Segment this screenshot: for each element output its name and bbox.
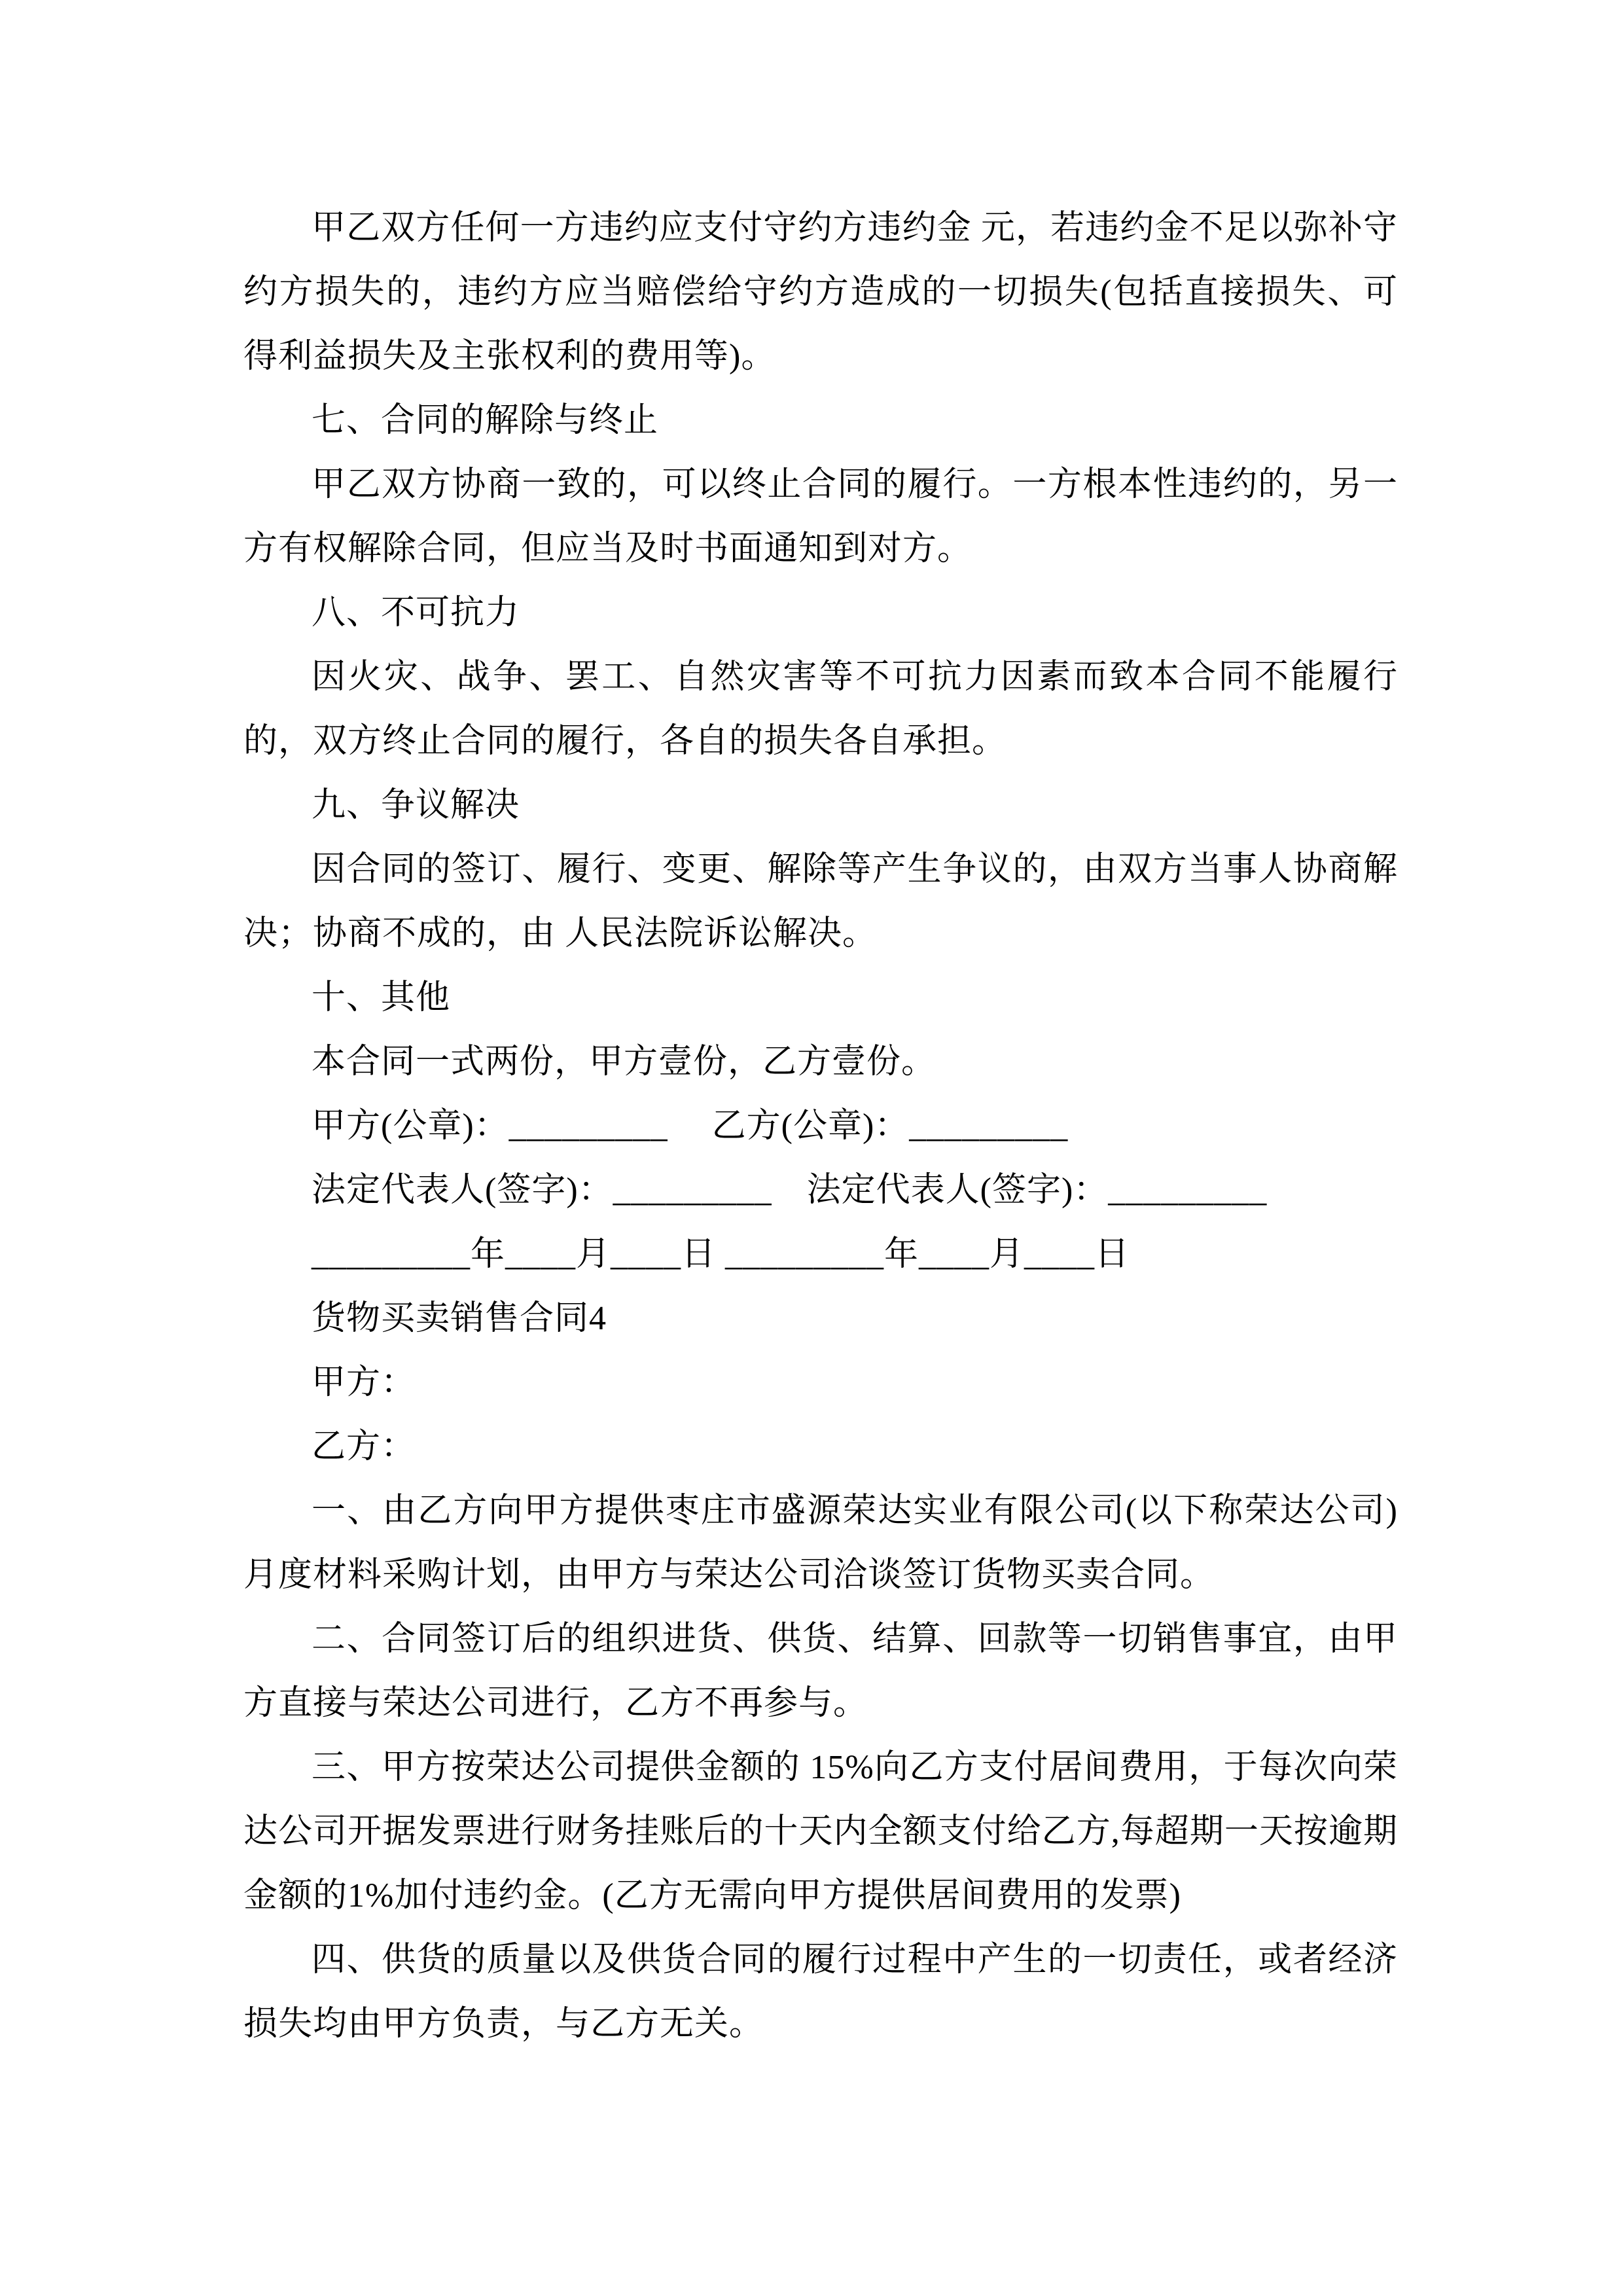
para-copies: 本合同一式两份，甲方壹份，乙方壹份。 [312,1043,936,1081]
line-date: _________年____月____日 _________年____月____日 [312,1236,1130,1273]
title-contract-4: 货物买卖销售合同4 [312,1300,607,1337]
heading-8-force-majeure: 八、不可抗力 [312,594,520,632]
para-breach-penalty: 甲乙双方任何一方违约应支付守约方违约金 元，若违约金不足以弥补守约方损失的，违约方应当赔偿给守约方造成的一切损失(包括直接损失、可得利益损失及主张权利的费用等)。 [243,209,1398,375]
para-force-majeure: 因火灾、战争、罢工、自然灾害等不可抗力因素而致本合同不能履行的，双方终止合同的履行，各自的损失各自承担。 [243,658,1398,760]
line-legal-rep-signature: 法定代表人(签字)：_________ 法定代表人(签字)：_________ [312,1172,1268,1209]
line-party-a: 甲方： [312,1364,416,1401]
line-seal-signature: 甲方(公章)：_________ 乙方(公章)：_________ [312,1107,1069,1145]
para-clause-3: 三、甲方按荣达公司提供金额的 15%向乙方支付居间费用，于每次向荣达公司开据发票进行财务挂账后的十天内全额支付给乙方,每超期一天按逾期金额的1%加付违约金。(乙方无需向甲方提供居间费用的发票) [243,1749,1398,1914]
para-termination: 甲乙双方协商一致的，可以终止合同的履行。一方根本性违约的，另一方有权解除合同，但应当及时书面通知到对方。 [243,466,1398,567]
para-clause-1: 一、由乙方向甲方提供枣庄市盛源荣达实业有限公司(以下称荣达公司)月度材料采购计划，由甲方与荣达公司洽谈签订货物买卖合同。 [243,1492,1398,1594]
para-clause-4: 四、供货的质量以及供货合同的履行过程中产生的一切责任，或者经济损失均由甲方负责，与乙方无关。 [243,1941,1398,2043]
heading-7-termination: 七、合同的解除与终止 [312,402,659,439]
line-party-b: 乙方： [312,1428,416,1465]
para-dispute: 因合同的签订、履行、变更、解除等产生争议的，由双方当事人协商解决；协商不成的，由 人民法院诉讼解决。 [243,851,1398,952]
heading-9-dispute: 九、争议解决 [312,787,520,824]
contract-body [243,196,1398,2056]
heading-10-misc: 十、其他 [312,979,451,1016]
para-clause-2: 二、合同签订后的组织进货、供货、结算、回款等一切销售事宜，由甲方直接与荣达公司进行，乙方不再参与。 [243,1621,1398,1722]
